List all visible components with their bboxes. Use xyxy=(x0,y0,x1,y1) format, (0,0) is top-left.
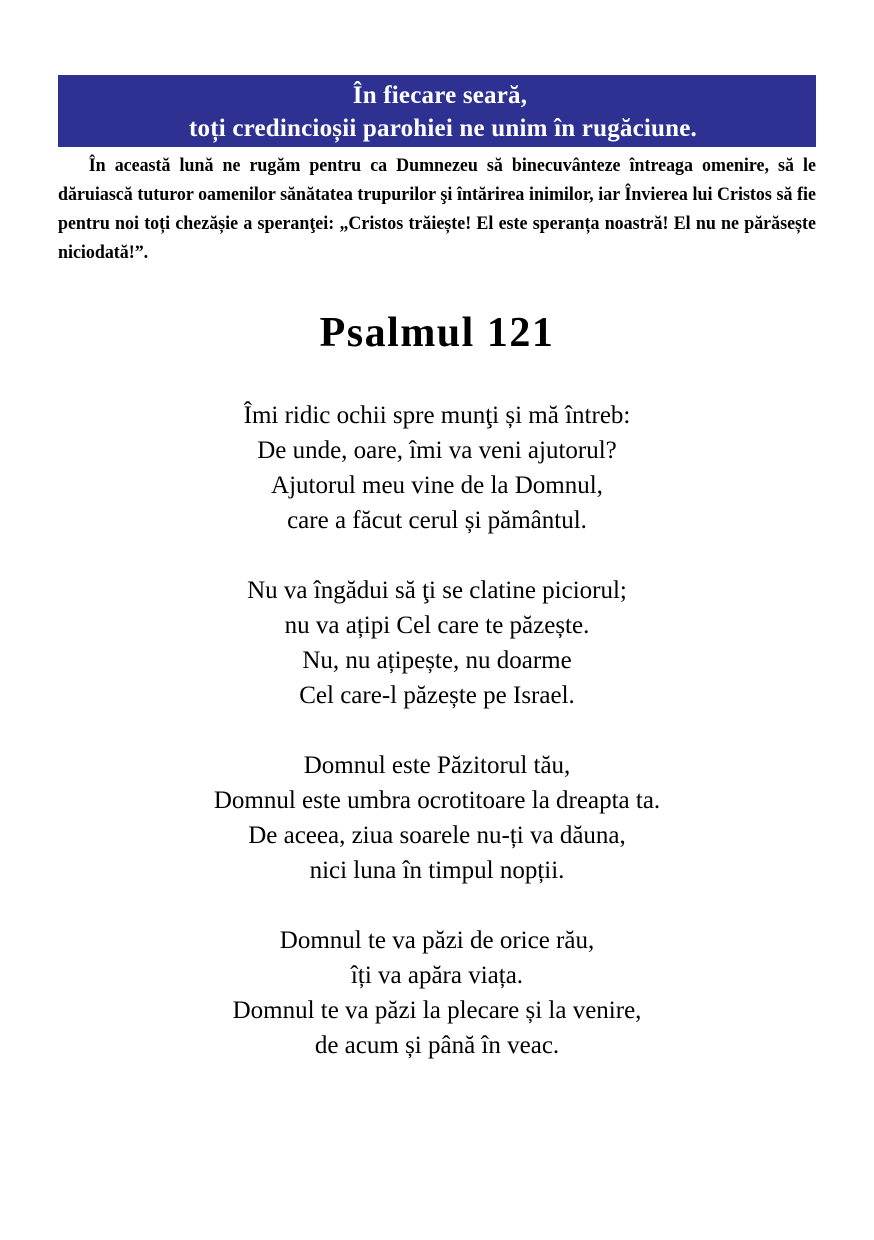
intro-paragraph: În această lună ne rugăm pentru ca Dumnezeu să binecuvânteze întreaga omenire, să le dăruiască tuturor oamenilor sănătatea trupurilor şi întărirea inimilor, iar Învierea lui Cristos să fie pentru noi toți chezășie a speranţei: „Cristos trăiește! El este speranța noastră! El nu ne părăsește niciodată!”. xyxy=(58,155,816,263)
verse-line: De aceea, ziua soarele nu-ți va dăuna, xyxy=(248,822,626,849)
stanza-4 xyxy=(0,923,874,1063)
verse-line: de acum și până în veac. xyxy=(314,1032,560,1059)
verse-line: nici luna în timpul nopții. xyxy=(309,857,565,884)
stanza-1 xyxy=(0,398,874,538)
verse-line: Cel care-l păzește pe Israel. xyxy=(299,682,575,709)
header-banner xyxy=(58,75,816,147)
banner-line-1: În fiecare seară, xyxy=(352,82,528,109)
verse-line: care a făcut cerul și pământul. xyxy=(287,507,587,534)
stanza-3 xyxy=(0,748,874,888)
verse-line: nu va ațipi Cel care te păzește. xyxy=(284,612,590,639)
verse-line: Îmi ridic ochii spre munţi și mă întreb: xyxy=(243,402,631,429)
banner-line-2: toți credincioșii parohiei ne unim în rugăciune. xyxy=(188,115,697,142)
psalm-text xyxy=(0,398,874,1098)
verse-line: Domnul te va păzi de orice rău, xyxy=(279,927,595,954)
stanza-2 xyxy=(0,573,874,713)
verse-line: Domnul este Păzitorul tău, xyxy=(303,752,571,779)
psalm-title: Psalmul 121 xyxy=(319,310,555,356)
verse-line: Ajutorul meu vine de la Domnul, xyxy=(271,472,603,499)
verse-line: Nu, nu ațipește, nu doarme xyxy=(302,647,572,674)
verse-line: Domnul este umbra ocrotitoare la dreapta ta. xyxy=(213,787,661,814)
verse-line: De unde, oare, îmi va veni ajutorul? xyxy=(257,437,617,464)
verse-line: Nu va îngădui să ţi se clatine piciorul; xyxy=(247,577,627,604)
verse-line: îți va apăra viața. xyxy=(350,962,524,989)
verse-line: Domnul te va păzi la plecare și la venire, xyxy=(232,997,642,1024)
